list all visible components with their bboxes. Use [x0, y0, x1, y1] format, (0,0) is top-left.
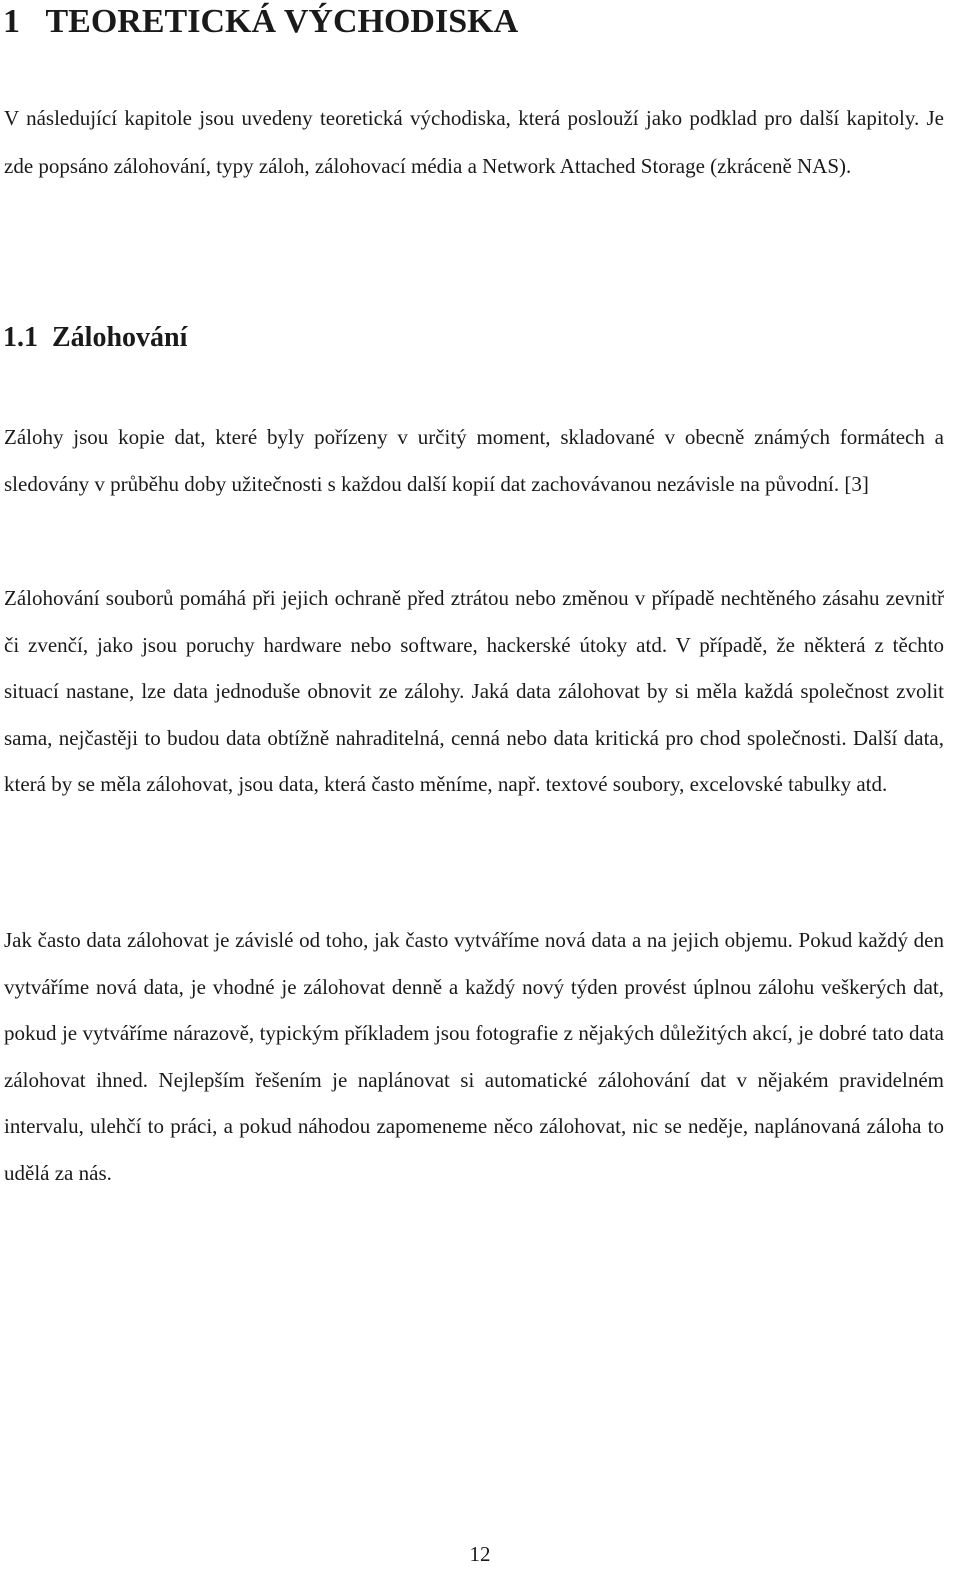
intro-paragraph: V následující kapitole jsou uvedeny teoretická východiska, která poslouží jako podklad pro další kapitoly. Je zde popsáno zálohování, typy záloh, zálohovací média a Network Attached Storage (zkráceně NAS).	[4, 106, 944, 178]
section-number: 1.1	[3, 322, 38, 353]
chapter-heading	[3, 2, 518, 42]
page-number: 12	[469, 1542, 491, 1566]
section-heading	[3, 318, 187, 358]
paragraph-3: Jak často data zálohovat je závislé od toho, jak často vytváříme nová data a na jejich objemu. Pokud každý den vytváříme nová data, je vhodné je zálohovat denně a každý nový týden provést úplnou zálohu veškerých dat, pokud je vytváříme nárazově, typickým příkladem jsou fotografie z nějakých důležitých akcí, je dobré tato data zálohovat ihned. Nejlepším řešením je naplánovat si automatické zálohování dat v nějakém pravidelném intervalu, ulehčí to práci, a pokud náhodou zapomeneme něco zálohovat, nic se neděje, naplánovaná záloha to udělá za nás.	[4, 928, 944, 1185]
paragraph-1: Zálohy jsou kopie dat, které byly pořízeny v určitý moment, skladované v obecně známých formátech a sledovány v průběhu doby užitečnosti s každou další kopií dat zachovávanou nezávisle na původní. [3]	[4, 425, 944, 496]
section-title: Zálohování	[52, 322, 188, 353]
chapter-title: TEORETICKÁ VÝCHODISKA	[45, 3, 519, 40]
chapter-number: 1	[3, 3, 20, 40]
paragraph-2: Zálohování souborů pomáhá při jejich ochraně před ztrátou nebo změnou v případě nechtěného zásahu zevnitř či zvenčí, jako jsou poruchy hardware nebo software, hackerské útoky atd. V případě, že některá z těchto situací nastane, lze data jednoduše obnovit ze zálohy. Jaká data zálohovat by si měla každá společnost zvolit sama, nejčastěji to budou data obtížně nahraditelná, cenná nebo data kritická pro chod společnosti. Další data, která by se měla zálohovat, jsou data, která často měníme, např. textové soubory, excelovské tabulky atd.	[4, 586, 944, 796]
